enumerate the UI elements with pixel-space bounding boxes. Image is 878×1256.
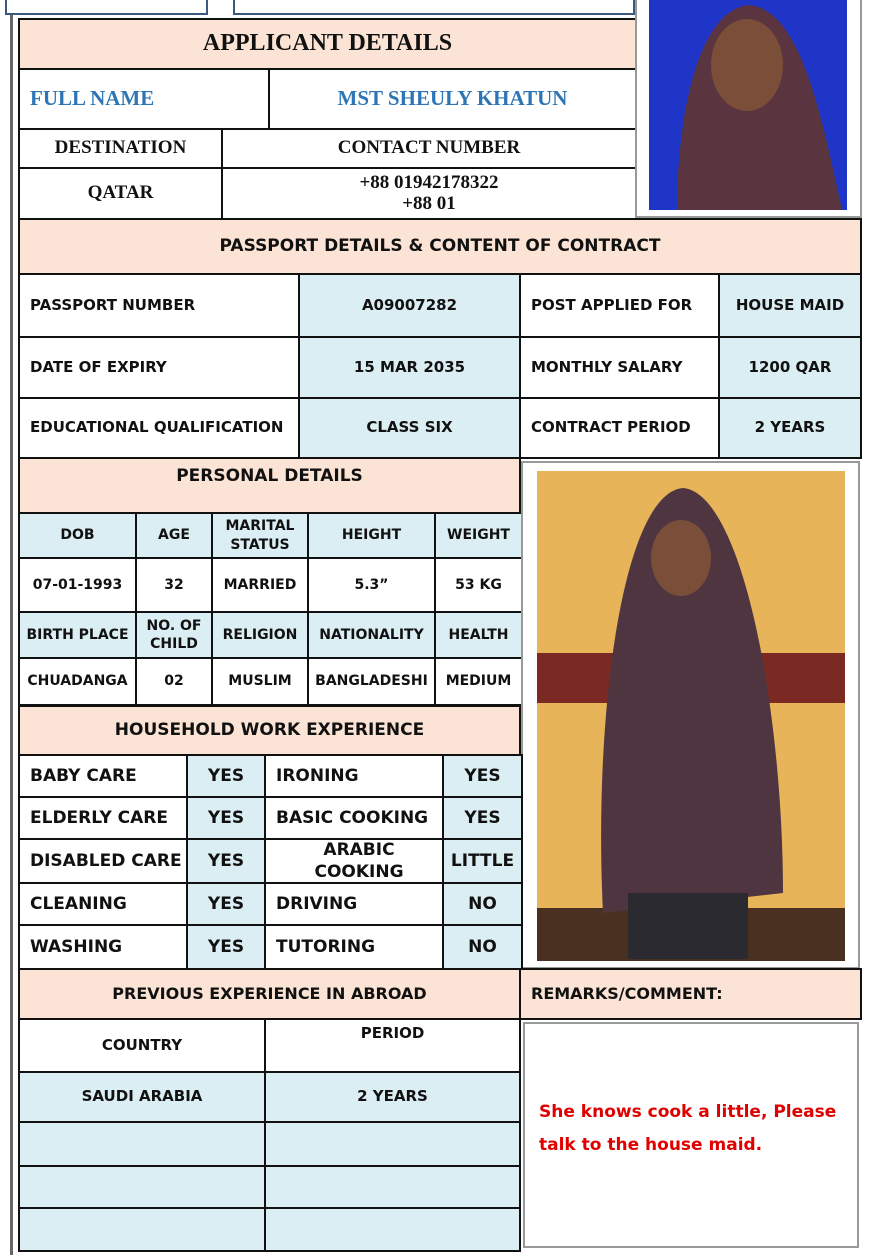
empty-cell: [264, 1207, 521, 1252]
personal-value: CHUADANGA: [18, 657, 137, 706]
top-box-left: [5, 0, 208, 15]
passport-label: PASSPORT NUMBER: [18, 273, 300, 338]
remarks-text: She knows cook a little, Please talk to the house maid.: [539, 1102, 837, 1155]
household-value: YES: [442, 796, 523, 840]
household-value: YES: [186, 924, 266, 971]
personal-value: MARRIED: [211, 557, 309, 613]
full-body-photo: [521, 461, 860, 969]
post-applied-label: POST APPLIED FOR: [519, 273, 720, 338]
personal-header: DOB: [18, 512, 137, 559]
education-label: EDUCATIONAL QUALIFICATION: [18, 397, 300, 459]
personal-value: 5.3”: [307, 557, 436, 613]
personal-value: MUSLIM: [211, 657, 309, 706]
full-name-label: FULL NAME: [18, 68, 270, 130]
contract-period-value: 2 YEARS: [718, 397, 862, 459]
destination-value: QATAR: [18, 167, 223, 220]
previous-period-value: 2 YEARS: [264, 1071, 521, 1123]
outer-border-line: [10, 15, 13, 1255]
destination-label: DESTINATION: [18, 128, 223, 169]
household-task: ELDERLY CARE: [18, 796, 188, 840]
personal-header: AGE: [135, 512, 213, 559]
top-box-right: [233, 0, 635, 15]
previous-experience-title: PREVIOUS EXPERIENCE IN ABROAD: [18, 968, 521, 1020]
empty-cell: [18, 1165, 266, 1209]
personal-value: 32: [135, 557, 213, 613]
household-task: ARABIC COOKING: [264, 838, 444, 884]
country-header: COUNTRY: [18, 1018, 266, 1073]
household-task: IRONING: [264, 754, 444, 798]
personal-value: 07-01-1993: [18, 557, 137, 613]
household-value: YES: [186, 754, 266, 798]
personal-header: BIRTH PLACE: [18, 611, 137, 659]
personal-value: MEDIUM: [434, 657, 523, 706]
personal-header: RELIGION: [211, 611, 309, 659]
personal-value: 02: [135, 657, 213, 706]
expiry-label: DATE OF EXPIRY: [18, 336, 300, 399]
household-task: DRIVING: [264, 882, 444, 926]
passport-value: A09007282: [298, 273, 521, 338]
household-task: DISABLED CARE: [18, 838, 188, 884]
personal-header: NO. OF CHILD: [135, 611, 213, 659]
contact-number-2: +88 01: [402, 192, 456, 214]
personal-header: MARITAL STATUS: [211, 512, 309, 559]
full-name-value: MST SHEULY KHATUN: [268, 68, 637, 130]
household-task: BASIC COOKING: [264, 796, 444, 840]
empty-cell: [18, 1121, 266, 1167]
remarks-box: [523, 1022, 859, 1248]
personal-value: 53 KG: [434, 557, 523, 613]
salary-label: MONTHLY SALARY: [519, 336, 720, 399]
household-title: HOUSEHOLD WORK EXPERIENCE: [18, 705, 521, 756]
empty-cell: [264, 1121, 521, 1167]
personal-header: WEIGHT: [434, 512, 523, 559]
household-value: YES: [186, 796, 266, 840]
salary-value: 1200 QAR: [718, 336, 862, 399]
personal-header: HEIGHT: [307, 512, 436, 559]
household-task: BABY CARE: [18, 754, 188, 798]
passport-photo: [635, 0, 862, 218]
household-value: NO: [442, 924, 523, 971]
contact-number-label: CONTACT NUMBER: [221, 128, 637, 169]
passport-section-title: PASSPORT DETAILS & CONTENT OF CONTRACT: [18, 218, 862, 275]
personal-header: NATIONALITY: [307, 611, 436, 659]
household-value: YES: [186, 882, 266, 926]
household-task: CLEANING: [18, 882, 188, 926]
empty-cell: [18, 1207, 266, 1252]
post-applied-value: HOUSE MAID: [718, 273, 862, 338]
previous-country-value: SAUDI ARABIA: [18, 1071, 266, 1123]
personal-header: HEALTH: [434, 611, 523, 659]
personal-value: BANGLADESHI: [307, 657, 436, 706]
contact-number-1: +88 01942178322: [359, 171, 499, 193]
applicant-details-title: APPLICANT DETAILS: [18, 18, 637, 70]
household-value: YES: [442, 754, 523, 798]
household-task: WASHING: [18, 924, 188, 971]
household-value: YES: [186, 838, 266, 884]
remarks-title: REMARKS/COMMENT:: [519, 968, 862, 1020]
full-body-image: [523, 463, 858, 967]
personal-details-title: PERSONAL DETAILS: [18, 457, 521, 514]
household-value: NO: [442, 882, 523, 926]
household-value: LITTLE: [442, 838, 523, 884]
contract-period-label: CONTRACT PERIOD: [519, 397, 720, 459]
portrait-image: [637, 0, 860, 216]
period-header: PERIOD: [264, 1018, 521, 1073]
education-value: CLASS SIX: [298, 397, 521, 459]
contact-number-value: [221, 167, 637, 220]
expiry-value: 15 MAR 2035: [298, 336, 521, 399]
empty-cell: [264, 1165, 521, 1209]
household-task: TUTORING: [264, 924, 444, 971]
